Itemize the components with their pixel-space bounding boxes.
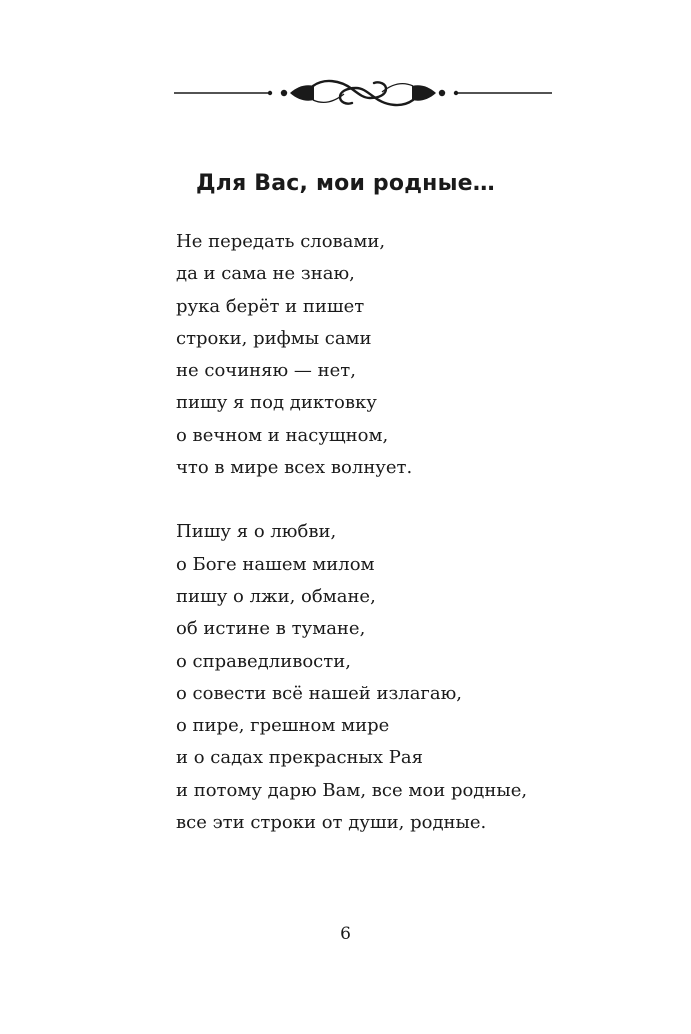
poem-line: Пишу я о любви, — [176, 521, 337, 543]
poem-line: все эти строки от души, родные. — [176, 812, 487, 834]
poem-line: и о садах прекрасных Рая — [176, 747, 423, 769]
poem-line: рука берёт и пишет — [176, 295, 365, 317]
decorative-ornament — [174, 72, 552, 112]
poem-line: да и сама не знаю, — [176, 263, 355, 285]
poem-line: Не передать словами, — [176, 231, 386, 252]
poem-line: об истине в тумане, — [176, 618, 366, 640]
poem-line: строки, рифмы сами — [176, 327, 372, 349]
poem-line: пишу о лжи, обмане, — [176, 585, 376, 607]
poem-line: не сочиняю — нет, — [176, 360, 356, 382]
poem-line: пишу я под диктовку — [176, 392, 377, 414]
poem-line: и потому дарю Вам, все мои родные, — [176, 779, 528, 801]
poem-line: о Боге нашем милом — [176, 553, 375, 575]
page-number: 6 — [340, 924, 351, 944]
poem-line: о справедливости, — [176, 650, 351, 672]
poem — [176, 226, 576, 839]
poem-line: о совести всё нашей излагаю, — [176, 682, 462, 704]
poem-line: о вечном и насущном, — [176, 424, 389, 446]
page-title: Для Вас, мои родные… — [196, 171, 495, 196]
poem-line: что в мире всех волнует. — [176, 457, 413, 479]
poem-line: о пире, грешном мире — [176, 715, 390, 737]
stanza-2 — [176, 516, 576, 839]
stanza-1 — [176, 226, 576, 484]
